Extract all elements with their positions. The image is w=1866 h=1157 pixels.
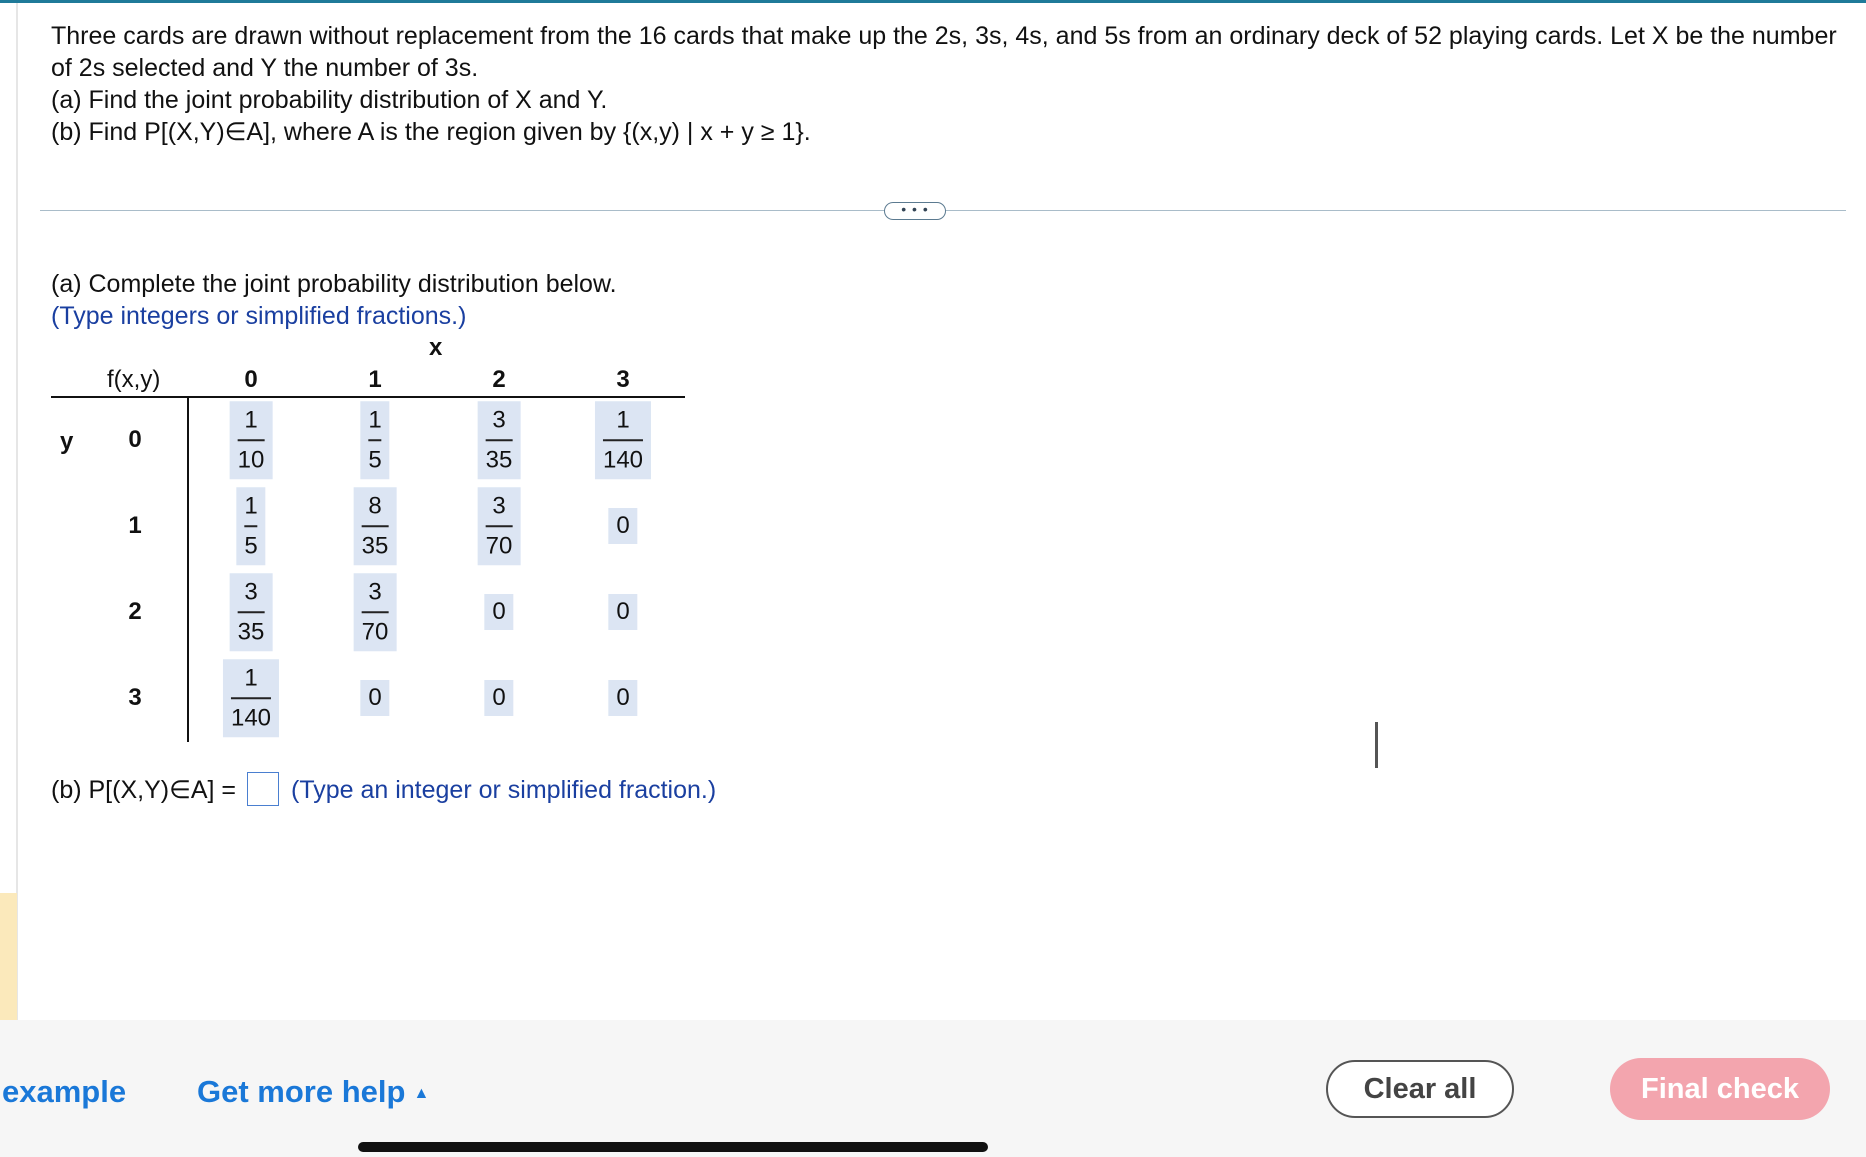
question-part-a: (a) Find the joint probability distribution of X and Y.: [51, 86, 608, 114]
fraction: [362, 577, 389, 647]
fraction: [486, 405, 513, 475]
final-check-button[interactable]: Final check: [1610, 1058, 1830, 1120]
prob-cell-x1-y2[interactable]: [354, 573, 397, 651]
cell-value: 0: [368, 684, 382, 711]
part-a-instructions: [51, 268, 617, 332]
fraction-bar: [231, 697, 271, 699]
cell-value: 0: [492, 598, 506, 625]
y-axis-label: y: [60, 428, 74, 455]
fraction: [362, 491, 389, 561]
get-more-help-label: Get more help: [197, 1074, 406, 1109]
fraction: [368, 405, 381, 475]
prob-cell-x3-y0[interactable]: [595, 401, 651, 479]
fraction-bar: [362, 525, 389, 527]
prob-cell-x1-y0[interactable]: [360, 401, 389, 479]
column-header-x-2: 2: [492, 366, 506, 393]
numerator: 3: [368, 578, 382, 606]
numerator: 1: [244, 492, 258, 520]
part-b-label: (b) P[(X,Y)∈A] =: [51, 776, 237, 804]
part-a-instruction: (a) Complete the joint probability distribution below.: [51, 270, 617, 298]
part-b-hint: (Type an integer or simplified fraction.): [291, 776, 717, 804]
row-header-y-1: 1: [128, 512, 142, 539]
fraction: [486, 491, 513, 561]
prob-cell-x2-y1[interactable]: [478, 487, 521, 565]
get-more-help-link[interactable]: [197, 1074, 429, 1110]
row-header-y-0: 0: [128, 426, 142, 453]
fraction: [244, 491, 257, 561]
caret-up-icon: ▲: [413, 1084, 430, 1102]
numerator: 1: [244, 406, 258, 434]
row-header-y-2: 2: [128, 598, 142, 625]
denominator: 35: [485, 445, 513, 473]
fraction-bar: [362, 611, 389, 613]
table-corner-label: f(x,y): [107, 366, 161, 393]
home-indicator: [358, 1142, 988, 1152]
numerator: 1: [616, 406, 630, 434]
prob-cell-x2-y2[interactable]: [484, 594, 513, 630]
question-text: [51, 20, 1841, 148]
fraction-bar: [244, 525, 257, 527]
fraction: [231, 663, 271, 733]
fraction: [238, 405, 265, 475]
cell-value: 0: [616, 512, 630, 539]
fraction: [238, 577, 265, 647]
cell-value: 0: [616, 684, 630, 711]
numerator: 8: [368, 492, 382, 520]
question-statement: Three cards are drawn without replacement from the 16 cards that make up the 2s, 3s, 4s, and 5s from an ordinary deck of 52 playing cards. Let X be the number of 2s selected and Y the number of 3s.: [51, 22, 1837, 82]
prob-cell-x2-y0[interactable]: [478, 401, 521, 479]
fraction-bar: [238, 439, 265, 441]
prob-cell-x0-y1[interactable]: [236, 487, 265, 565]
prob-cell-x3-y1[interactable]: [608, 508, 637, 544]
denominator: 70: [485, 531, 513, 559]
question-part-b: (b) Find P[(X,Y)∈A], where A is the region given by {(x,y) | x + y ≥ 1}.: [51, 118, 811, 146]
clear-all-button[interactable]: Clear all: [1326, 1060, 1514, 1118]
left-border: [16, 3, 18, 1020]
denominator: 35: [237, 617, 265, 645]
prob-cell-x3-y3[interactable]: [608, 680, 637, 716]
numerator: 1: [368, 406, 382, 434]
prob-cell-x0-y3[interactable]: [223, 659, 279, 737]
part-b-answer-input[interactable]: [247, 772, 279, 806]
numerator: 3: [244, 578, 258, 606]
numerator: 3: [492, 492, 506, 520]
denominator: 10: [237, 445, 265, 473]
row-header-y-3: 3: [128, 684, 142, 711]
table-row-rule: [187, 396, 189, 742]
fraction-bar: [486, 525, 513, 527]
prob-cell-x0-y0[interactable]: [230, 401, 273, 479]
prob-cell-x0-y2[interactable]: [230, 573, 273, 651]
prob-cell-x1-y1[interactable]: [354, 487, 397, 565]
prob-cell-x1-y3[interactable]: [360, 680, 389, 716]
cell-value: 0: [616, 598, 630, 625]
fraction-bar: [603, 439, 643, 441]
denominator: 70: [361, 617, 389, 645]
table-header-rule: [51, 396, 685, 398]
top-accent-strip: [0, 0, 1866, 3]
cell-value: 0: [492, 684, 506, 711]
denominator: 5: [368, 445, 382, 473]
example-link[interactable]: example: [2, 1074, 127, 1109]
fraction-bar: [486, 439, 513, 441]
denominator: 140: [602, 445, 644, 473]
fraction: [603, 405, 643, 475]
more-options-button[interactable]: • • •: [884, 202, 946, 220]
column-header-x-1: 1: [368, 366, 382, 393]
denominator: 5: [244, 531, 258, 559]
numerator: 3: [492, 406, 506, 434]
prob-cell-x3-y2[interactable]: [608, 594, 637, 630]
fraction-bar: [238, 611, 265, 613]
part-a-hint: (Type integers or simplified fractions.): [51, 302, 467, 330]
text-cursor-icon: [1375, 722, 1378, 768]
numerator: 1: [244, 664, 258, 692]
column-header-x-3: 3: [616, 366, 630, 393]
column-header-x-0: 0: [244, 366, 258, 393]
denominator: 35: [361, 531, 389, 559]
denominator: 140: [230, 703, 272, 731]
prob-cell-x2-y3[interactable]: [484, 680, 513, 716]
x-axis-label: x: [429, 334, 443, 361]
fraction-bar: [368, 439, 381, 441]
left-highlight-bar: [0, 893, 17, 1020]
